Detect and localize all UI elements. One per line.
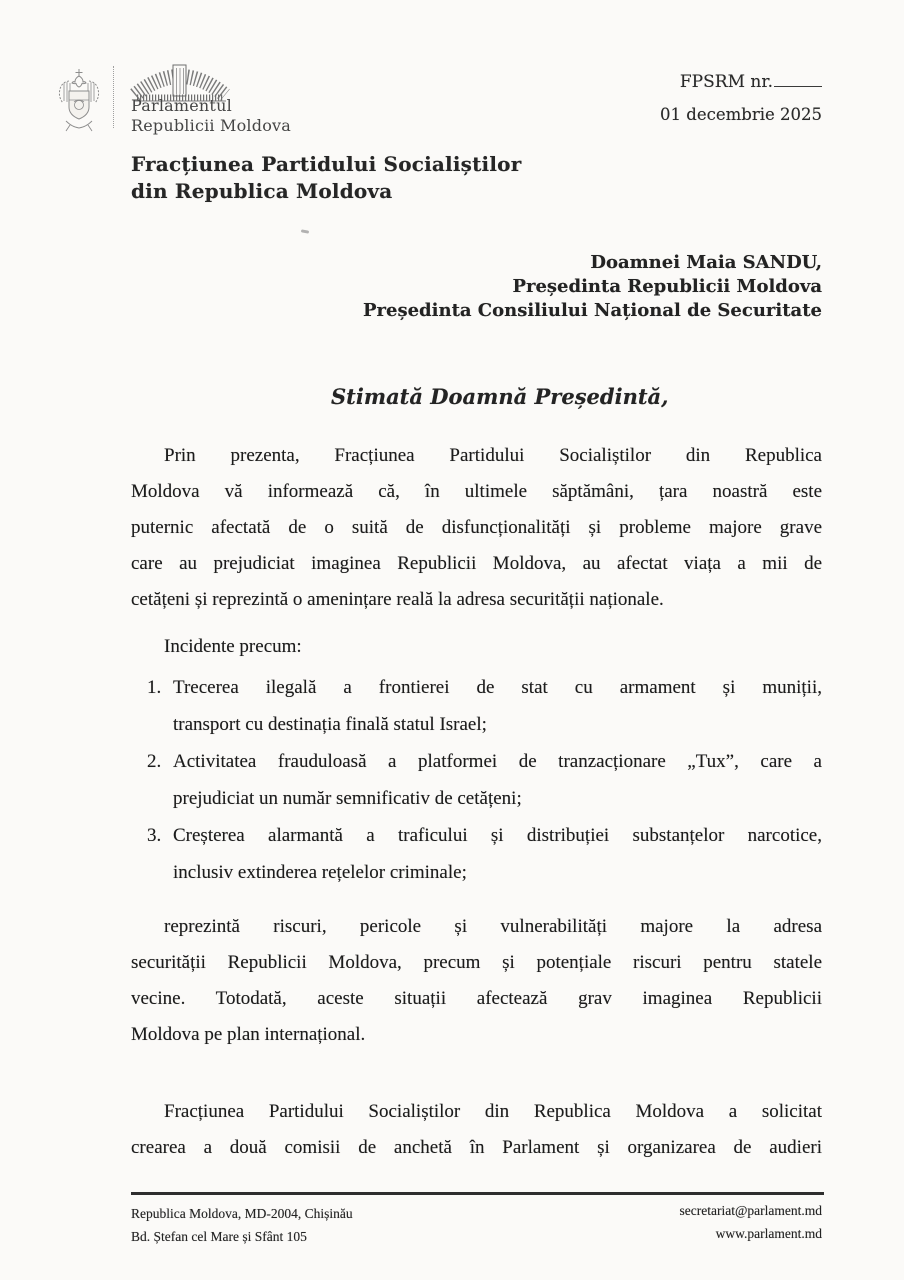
document-date: 01 decembrie 2025 — [660, 105, 822, 124]
list-item-line: inclusiv extinderea rețelelor criminale; — [173, 862, 467, 883]
paragraph-line: cetățeni și reprezintă o amenințare reală la adresa securității naționale. — [131, 589, 664, 610]
footer-contacts — [680, 1199, 823, 1245]
addressee-name: Doamnei Maia SANDU, — [590, 252, 822, 273]
list-item — [131, 817, 822, 891]
sender-title — [131, 151, 521, 205]
addressee-title2: Președinta Consiliului Național de Securitate — [363, 300, 822, 321]
incident-list-intro — [131, 629, 822, 665]
list-item-line: Trecerea ilegală a frontierei de stat cu armament și muniții, — [173, 677, 822, 698]
footer-address-line1: Republica Moldova, MD-2004, Chișinău — [131, 1206, 353, 1221]
paragraph-line: care au prejudiciat imaginea Republicii Moldova, au afectat viața a mii de — [131, 553, 822, 574]
list-item-line: prejudiciat un număr semnificativ de cetățeni; — [173, 788, 522, 809]
scan-artifact — [301, 229, 309, 233]
paragraph-line: Prin prezenta, Fracțiunea Partidului Socialiștilor din Republica — [164, 445, 822, 466]
list-item — [131, 669, 822, 743]
list-item-line: Activitatea frauduloasă a platformei de tranzacționare „Tux”, care a — [173, 751, 822, 772]
footer-website: www.parlament.md — [715, 1226, 822, 1241]
header-divider — [113, 66, 114, 128]
incident-list — [131, 669, 822, 891]
paragraph-line: reprezintă riscuri, pericole și vulnerabilități majore la adresa — [164, 916, 822, 937]
ref-label: FPSRM nr. — [679, 72, 773, 92]
addressee-title1: Președinta Republicii Moldova — [512, 276, 822, 297]
paragraph-line: Moldova pe plan internațional. — [131, 1024, 366, 1045]
list-intro-text: Incidente precum: — [164, 636, 302, 657]
footer-address-line2: Bd. Ștefan cel Mare și Sfânt 105 — [131, 1229, 307, 1244]
list-item-line: transport cu destinația finală statul Israel; — [173, 714, 487, 735]
list-item-number: 3. — [147, 825, 162, 846]
footer-rule — [131, 1192, 824, 1195]
list-item-number: 1. — [147, 677, 162, 698]
paragraph-line: crearea a două comisii de anchetă în Parlament și organizarea de audieri — [131, 1137, 822, 1158]
moldova-coat-of-arms-icon — [56, 67, 102, 137]
org-name — [131, 96, 291, 136]
paragraph-line: puternic afectată de o suită de disfuncționalități și probleme majore grave — [131, 517, 822, 538]
sender-title-line1: Fracțiunea Partidului Socialiștilor — [131, 152, 522, 176]
salutation: Stimată Doamnă Președintă, — [331, 384, 669, 409]
footer-address — [131, 1202, 353, 1248]
paragraph-3 — [131, 1094, 822, 1166]
paragraph-1 — [131, 438, 822, 618]
addressee-block — [131, 251, 822, 323]
ref-and-date-block — [660, 72, 822, 125]
sender-title-line2: din Republica Moldova — [131, 179, 393, 203]
org-name-line2: Republicii Moldova — [131, 116, 292, 135]
paragraph-line: Fracțiunea Partidului Socialiștilor din Republica Moldova a solicitat — [164, 1101, 822, 1122]
ref-blank-line — [774, 72, 822, 87]
document-ref — [660, 72, 822, 92]
footer-email: secretariat@parlament.md — [679, 1203, 822, 1218]
list-item-line: Creșterea alarmantă a traficului și distribuției substanțelor narcotice, — [173, 825, 822, 846]
list-item-number: 2. — [147, 751, 162, 772]
list-item — [131, 743, 822, 817]
paragraph-line: vecine. Totodată, aceste situații afectează grav imaginea Republicii — [131, 988, 822, 1009]
paragraph-2 — [131, 909, 822, 1053]
org-name-line1: Parlamentul — [131, 96, 232, 115]
paragraph-line: securității Republicii Moldova, precum și potențiale riscuri pentru statele — [131, 952, 822, 973]
paragraph-line: Moldova vă informează că, în ultimele săptămâni, țara noastră este — [131, 481, 822, 502]
